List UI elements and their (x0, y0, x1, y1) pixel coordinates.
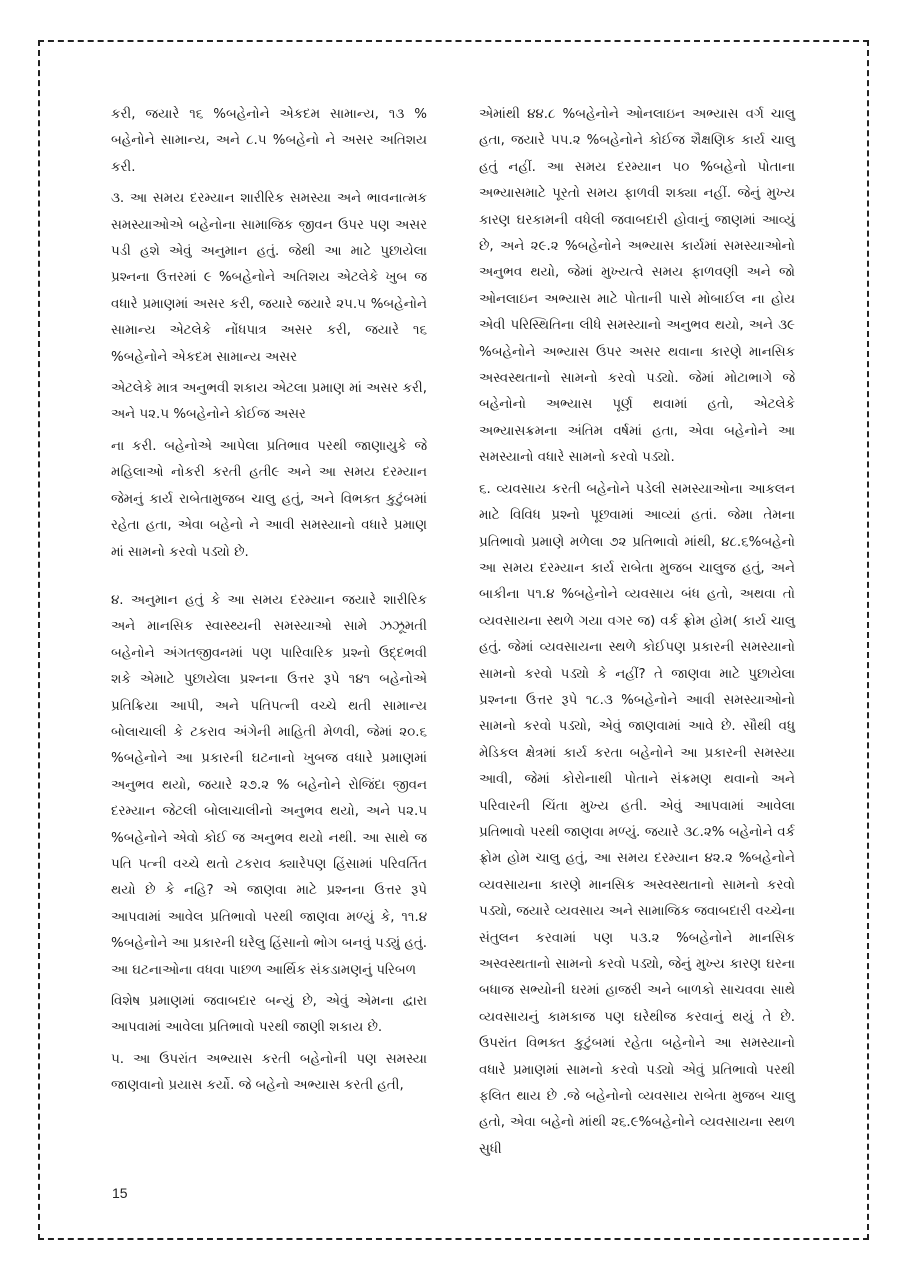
page-number: 15 (112, 1185, 128, 1201)
paragraph: કરી, જયારે ૧૬ %બહેનોને એકદમ સામાન્ય, ૧૩ % બહેનોને સામાન્ય, અને ૮.૫ %બહેનો ને અસર અતિશય કરી. (111, 107, 427, 175)
paragraph: એમાંથી ૪૪.૮ %બહેનોને ઓનલાઇન અભ્યાસ વર્ગ ચાલુ હતા, જયારે ૫૫.૨ %બહેનોને કોઈજ શૈક્ષણિક કાર્ય ચાલુ હતું નહીં. આ સમય દરમ્યાન ૫૦ %બહેનો પોતાના અભ્યાસમાટે પૂરતો સમય ફાળવી શક્યા નહીં. જેનું મુખ્ય કારણ ઘરકામની વધેલી જવાબદારી હોવાનું જાણમાં આવ્યું છે, અને ૨૯.૨ %બહેનોને અભ્યાસ કાર્યમાં સમસ્યાઓનો અનુભવ થયો, જેમાં મુખ્યત્વે સમય ફાળવણી અને જો ઓનલાઇન અભ્યાસ માટે પોતાની પાસે મોબાઈલ ના હોય એવી પરિસ્થિતિના લીધે સમસ્યાનો અનુભવ થયો, અને ૩૯ %બહેનોને અભ્યાસ ઉપર અસર થવાના કારણે માનસિક અસ્વસ્થતાનો સામનો કરવો પડ્યો. જેમાં મોટાભાગે જે બહેનોનો અભ્યાસ પૂર્ણ થવામાં હતો, એટલેકે અભ્યાસક્રમના અંતિમ વર્ષમાં હતા, એવા બહેનોને આ સમસ્યાનો વધારે સામનો કરવો પડ્યો. (479, 107, 795, 466)
paragraph: ૫. આ ઉપરાંત અભ્યાસ કરતી બહેનોની પણ સમસ્યા જાણવાનો પ્રયાસ કર્યો. જે બહેનો અભ્યાસ કરતી હતી, (111, 1051, 427, 1094)
paragraph: એટલેકે માત્ર અનુભવી શકાય એટલા પ્રમાણ માં અસર કરી, અને ૫૨.૫ %બહેનોને કોઈજ અસર (111, 381, 427, 423)
paragraph: વિશેષ પ્રમાણમાં જવાબદાર બન્યું છે, એવું એમના દ્વારા આપવામાં આવેલા પ્રતિભાવો પરથી જાણી શકાય છે. (111, 994, 427, 1036)
right-column (479, 102, 795, 1168)
paragraph: ૬. વ્યવસાય કરતી બહેનોને પડેલી સમસ્યાઓના આકલન માટે વિવિધ પ્રશ્નો પૂછવામાં આવ્યાં હતાં. જેમા તેમના પ્રતિભાવો પ્રમાણે મળેલા ૭૨ પ્રતિભાવો માંથી, ૪૮.૬%બહેનો આ સમય દરમ્યાન કાર્ય રાબેતા મુજબ ચાલુજ હતું, અને બાકીના ૫૧.૪ %બહેનોને વ્યવસાય બંધ હતો, અથવા તો વ્યવસાયના સ્થળે ગયા વગર જ) વર્ક ફ્રોમ હોમ( કાર્ય ચાલુ હતું. જેમાં વ્યવસાયના સ્થળે કોઈપણ પ્રકારની સમસ્યાનો સામનો કરવો પડ્યો કે નહીં? તે જાણવા માટે પુછાયેલા પ્રશ્નના ઉત્તર રૂપે ૧૮.૩ %બહેનોને આવી સમસ્યાઓનો સામનો કરવો પડ્યો, એવું જાણવામાં આવે છે. સૌથી વધુ મેડિકલ ક્ષેત્રમાં કાર્ય કરતા બહેનોને આ પ્રકારની સમસ્યા આવી, જેમાં કોરોનાથી પોતાને સંક્રમણ થવાનો અને પરિવારની ચિંતા મુખ્ય હતી. એવું આપવામાં આવેલા પ્રતિભાવો પરથી જાણવા મળ્યું. જયારે ૩૮.૨% બહેનોને વર્ક ફ્રોમ હોમ ચાલુ હતું, આ સમય દરમ્યાન ૪૨.૨ %બહેનોને વ્યવસાયના કારણે માનસિક અસ્વસ્થતાનો સામનો કરવો પડ્યો, જયારે વ્યવસાય અને સામાજિક જવાબદારી વચ્ચેના સંતુલન કરવામાં પણ ૫૩.૨ %બહેનોને માનસિક અસ્વસ્થતાનો સામનો કરવો પડ્યો, જેનું મુખ્ય કારણ ઘરના બધાજ સભ્યોની ઘરમાં હાજરી અને બાળકો સાચવવા સાથે વ્યવસાયનું કામકાજ પણ ઘરેથીજ કરવાનું થયું તે છે. ઉપરાંત વિભક્ત કુટુંબમાં રહેતા બહેનોને આ સમસ્યાનો વધારે પ્રમાણમાં સામનો કરવો પડ્યો એવું પ્રતિભાવો પરથી ફલિત થાય છે .જે બહેનોનો વ્યવસાય રાબેતા મુજબ ચાલુ હતો, એવા બહેનો માંથી ૨૬.૯%બહેનોને વ્યવસાયના સ્થળ સુધી (479, 481, 795, 1157)
paragraph: ના કરી. બહેનોએ આપેલા પ્રતિભાવ પરથી જાણાયુકે જે મહિલાઓ નોકરી કરતી હતી૯ અને આ સમય દરમ્યાન જેમનું કાર્ય રાબેતામુજબ ચાલુ હતું, અને વિભક્ત કુટુંબમાં રહેતા હતા, એવા બહેનો ને આવી સમસ્યાનો વધારે પ્રમાણ માં સામનો કરવો પડ્યો છે. (111, 438, 427, 560)
left-column (111, 102, 427, 1105)
paragraph: ૩. આ સમય દરમ્યાન શારીરિક સમસ્યા અને ભાવનાત્મક સમસ્યાઓએ બહેનોના સામાજિક જીવન ઉપર પણ અસર પડી હશે એવું અનુમાન હતું. જેથી આ માટે પુછાયેલા પ્રશ્નના ઉત્તરમાં ૯ %બહેનોને અતિશય એટલેકે ખુબ જ વધારે પ્રમાણમાં અસર કરી, જયારે જયારે ૨૫.૫ %બહેનોને સામાન્ય એટલેકે નોંધપાત્ર અસર કરી, જયારે ૧૬ %બહેનોને એકદમ સામાન્ય અસર (111, 191, 427, 365)
paragraph: ૪. અનુમાન હતું કે આ સમય દરમ્યાન જયારે શારીરિક અને માનસિક સ્વાસ્થ્યની સમસ્યાઓ સામે ઝઝૂમતી બહેનોને અંગતજીવનમાં પણ પારિવારિક પ્રશ્નો ઉદ્દભવી શકે એમાટે પુછાયેલા પ્રશ્નના ઉત્તર રૂપે ૧૪૧ બહેનોએ પ્રતિક્રિયા આપી, અને પતિપત્ની વચ્ચે થતી સામાન્ય બોલાચાલી કે ટકરાવ અંગેની માહિતી મેળવી, જેમાં ૨૦.૬ %બહેનોને આ પ્રકારની ઘટનાનો ખુબજ વધારે પ્રમાણમાં અનુભવ થયો, જયારે ૨૭.૨ % બહેનોને રોજિંદા જીવન દરમ્યાન જેટલી બોલાચાલીનો અનુભવ થયો, અને ૫૨.૫ %બહેનોને એવો કોઈ જ અનુભવ થયો નથી. આ સાથે જ પતિ પત્ની વચ્ચે થતો ટકરાવ ક્યારેપણ હિંસામાં પરિવર્તિત થયો છે કે નહિ? એ જાણવા માટે પ્રશ્નના ઉત્તર રૂપે આપવામાં આવેલ પ્રતિભાવો પરથી જાણવા મળ્યું કે, ૧૧.૪ %બહેનોને આ પ્રકારની ઘરેલુ હિંસાનો ભોગ બનવું પડ્યું હતું. આ ઘટનાઓના વધવા પાછળ આર્થિક સંકડામણનું પરિબળ (111, 592, 427, 978)
